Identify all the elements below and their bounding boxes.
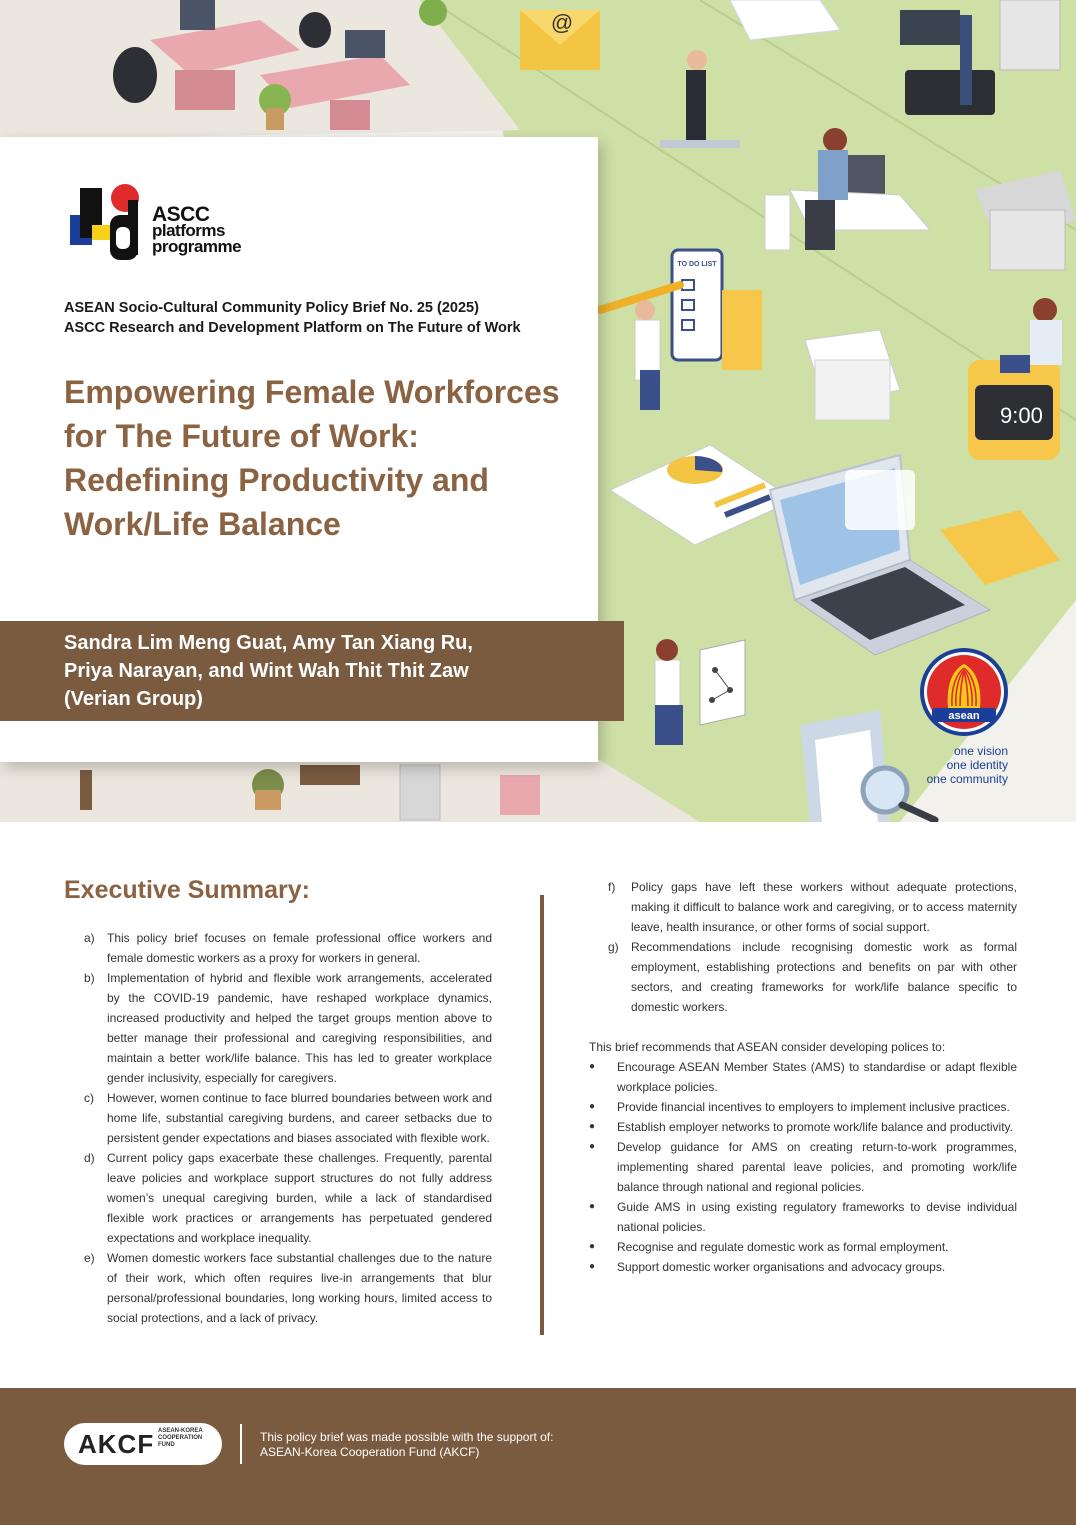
standing-desk <box>900 10 960 45</box>
recommendation-text: Guide AMS in using existing regulatory frameworks to devise individual national policies. <box>617 1200 1017 1234</box>
summary-list-left <box>84 928 492 1328</box>
bullet-icon: ● <box>589 1121 596 1132</box>
bullet-icon: ● <box>589 1101 596 1112</box>
support-line-1: This policy brief was made possible with the support of: <box>260 1430 554 1444</box>
presenter-figure <box>655 660 680 710</box>
recommendation-item <box>589 1137 1017 1197</box>
summary-item-a <box>84 928 492 968</box>
summary-item-g <box>608 937 1017 1017</box>
recommendation-item <box>589 1117 1017 1137</box>
document-title: Empowering Female Workforces for The Future of Work: Redefining Productivity and Work/Life Balance <box>64 374 560 542</box>
recommendation-text: Provide financial incentives to employers to implement inclusive practices. <box>617 1100 1010 1114</box>
motto-line-3: one community <box>926 772 1008 786</box>
item-text: This policy brief focuses on female professional office workers and female domestic workers as a proxy for workers in general. <box>107 931 492 965</box>
summary-item-d <box>84 1148 492 1248</box>
recommendation-item <box>589 1057 1017 1097</box>
akcf-sub-3: FUND <box>158 1442 175 1448</box>
platform-name: ASCC Research and Development Platform on The Future of Work <box>64 320 521 336</box>
recommendation-text: Establish employer networks to promote work/life balance and productivity. <box>617 1120 1013 1134</box>
office-chair <box>113 47 157 103</box>
asean-label: asean <box>948 710 980 722</box>
authors <box>64 629 624 713</box>
asean-emblem-icon <box>918 646 1010 738</box>
footer-divider <box>240 1424 242 1464</box>
summary-item-b <box>84 968 492 1088</box>
support-line-2: ASEAN-Korea Cooperation Fund (AKCF) <box>260 1445 480 1459</box>
recommendation-item <box>589 1237 1017 1257</box>
recommendations-list <box>589 1057 1017 1277</box>
recommendation-text: Encourage ASEAN Member States (AMS) to standardise or adapt flexible workplace policies. <box>617 1060 1017 1094</box>
item-text: Women domestic workers face substantial challenges due to the nature of their work, which often requires live-in arrangements that blur personal/professional boundaries, long working hours, limited access to social protections, and a lack of privacy. <box>107 1251 492 1325</box>
item-marker: b) <box>84 971 95 985</box>
clock-time: 9:00 <box>1000 403 1043 428</box>
bullet-icon: ● <box>589 1261 596 1272</box>
logo-line-programme: programme <box>152 237 242 256</box>
authors-line-2: Priya Narayan, and Wint Wah Thit Thit Zaw <box>64 660 469 682</box>
item-marker: e) <box>84 1251 95 1265</box>
recommendation-item <box>589 1257 1017 1277</box>
item-text: Implementation of hybrid and flexible work arrangements, accelerated by the COVID-19 pandemic, have reshaped workplace dynamics, increased productivity and helped the target groups mention above to better manage their professional and caregiving responsibilities, and maintain a better work/life balance. This has led to greater workplace gender inclusivity, especially for caregivers. <box>107 971 492 1085</box>
brief-number: ASEAN Socio-Cultural Community Policy Brief No. 25 (2025) <box>64 300 479 316</box>
akcf-sub-2: COOPERATION <box>158 1435 203 1441</box>
woman-figure <box>686 70 706 140</box>
logo-wordmark <box>152 203 242 256</box>
akcf-sub-1: ASEAN-KOREA <box>158 1428 203 1434</box>
summary-list-right <box>608 877 1017 1017</box>
akcf-logo-subtext <box>158 1428 203 1449</box>
recommendation-item <box>589 1197 1017 1237</box>
authors-line-1: Sandra Lim Meng Guat, Amy Tan Xiang Ru, <box>64 632 473 654</box>
summary-item-e <box>84 1248 492 1328</box>
flipchart <box>700 640 745 725</box>
item-text: Policy gaps have left these workers without adequate protections, making it difficult to balance work and caregiving, or to access maternity leave, health insurance, or other forms of social support. <box>631 880 1017 934</box>
authors-line-3: (Verian Group) <box>64 688 203 710</box>
item-marker: d) <box>84 1151 95 1165</box>
akcf-logo: AKCF <box>78 1429 155 1459</box>
item-text: However, women continue to face blurred boundaries between work and home life, substantial caregiving burdens, and career setbacks due to persistent gender expectations and biases associated with flexible work. <box>107 1091 492 1145</box>
item-text: Recommendations include recognising domestic work as formal employment, establishing protections and benefits on par with other sectors, and creating frameworks for work/life balance specific to domestic workers. <box>631 940 1017 1014</box>
asean-motto <box>918 744 1008 786</box>
recommendation-text: Develop guidance for AMS on creating return-to-work programmes, implementing shared parental leave policies, and promoting work/life balance through national and regional policies. <box>617 1140 1017 1194</box>
summary-item-f <box>608 877 1017 937</box>
bullet-icon: ● <box>589 1141 596 1152</box>
motto-line-2: one identity <box>946 758 1008 772</box>
at-symbol: @ <box>550 10 574 35</box>
bullet-icon: ● <box>589 1061 596 1072</box>
motto-line-1: one vision <box>953 744 1008 758</box>
item-marker: c) <box>84 1091 94 1105</box>
treadmill <box>905 70 995 115</box>
recommendation-text: Recognise and regulate domestic work as formal employment. <box>617 1240 949 1254</box>
item-marker: a) <box>84 931 95 945</box>
logo-line-platforms: platforms <box>152 221 225 240</box>
bullet-icon: ● <box>589 1201 596 1212</box>
bullet-icon: ● <box>589 1241 596 1252</box>
executive-summary-heading: Executive Summary: <box>64 876 310 904</box>
item-marker: f) <box>608 880 616 894</box>
logo-line-ascc: ASCC <box>152 203 210 226</box>
summary-item-c <box>84 1088 492 1148</box>
item-marker: g) <box>608 940 619 954</box>
column-divider <box>540 895 544 1335</box>
recommendation-text: Support domestic worker organisations and advocacy groups. <box>617 1260 946 1274</box>
footer-support-text <box>260 1430 553 1460</box>
item-text: Current policy gaps exacerbate these challenges. Frequently, parental leave policies and workplace support structures do not fully address women’s unequal caregiving burden, while a lack of standardised flexible work practices or arrangements has perpetuated gendered expectations and workplace inequality. <box>107 1151 492 1245</box>
todo-label: TO DO LIST <box>677 261 717 268</box>
recommendations-intro: This brief recommends that ASEAN consider developing polices to: <box>589 1040 946 1054</box>
trash-bin <box>765 195 790 250</box>
recommendation-item <box>589 1097 1017 1117</box>
